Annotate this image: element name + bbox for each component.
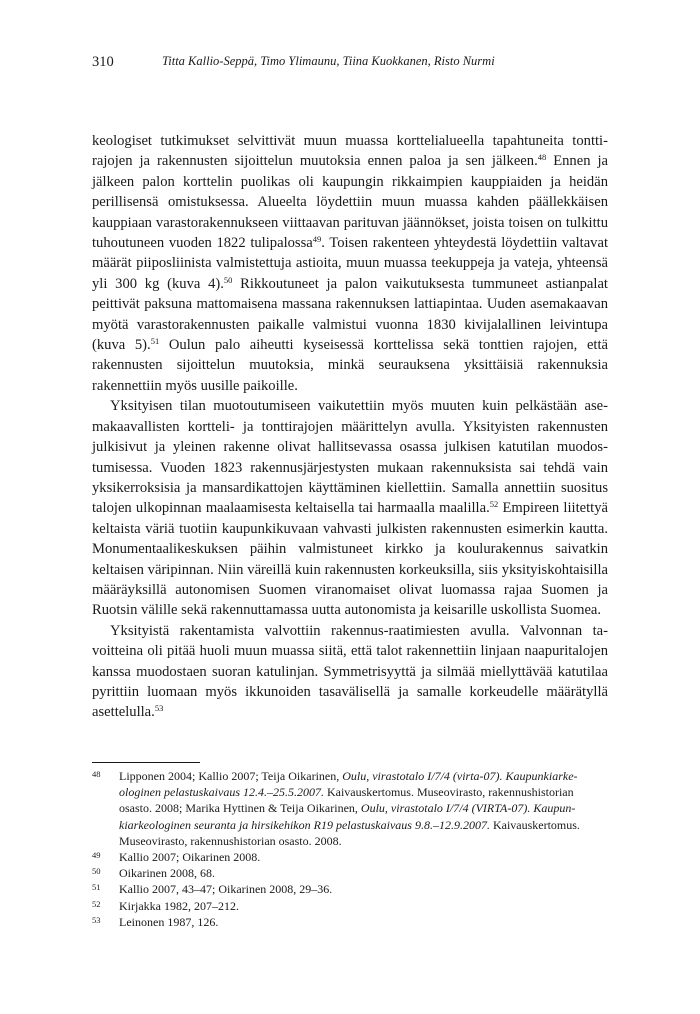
page-header <box>92 54 612 74</box>
footnote-number: 51 <box>92 882 101 893</box>
text-run: Kallio 2007, 43–47; Oikarinen 2008, 29–36. <box>119 882 333 897</box>
text-run: Oulun palo aiheutti kyseisessä korttelissa sekä tonttien rajojen, että rakennusten sijoittelun muutoksia, minkä seurauksena yksittäisiä rakennuksia rakennettiin myös uusille paikoille. <box>92 337 609 394</box>
footnote-text <box>119 898 608 914</box>
footnote <box>92 898 608 914</box>
text-run: Ennen ja jälkeen palon korttelin puolikas oli kaupungin rikkaimpien kauppiaiden ja heidän perillisensä omistuksessa. Alueelta löydettiin muun muassa kahden päällekkäisen kauppiaan varastorakennukseen viittaavan parituvan jäännökset, joista toisen on tulkittu tuhoutuneen vuoden 1822 tulipalossa <box>92 153 608 252</box>
footnote-separator <box>92 762 200 763</box>
footnote-text <box>119 914 608 930</box>
footnote-text <box>119 881 608 897</box>
footnote <box>92 768 608 849</box>
footnote-number: 49 <box>92 850 101 861</box>
footnote-number: 52 <box>92 898 101 909</box>
text-run: Leinonen 1987, 126. <box>119 914 219 929</box>
footnote <box>92 914 608 930</box>
text-run: Empireen liitettyä keltaista väriä tuotiin kaupunkikuvaan vahvasti julkisten rakennusten esimerkin kautta. Monumentaalikeskuksen päihin valmistuneet kirkko ja koulurakennus saivatkin keltaisen väripinnan. Niin väreillä kuin rakennusten korkeuksilla, siis yksityiskohtaisilla määräyksillä autonomisen Suomen viranomaiset olivat luomassa rajaa Suomen ja Ruotsin välille sekä rakennuttamassa uutta autonomista ja keisarille uskollista Suomea. <box>92 500 609 619</box>
paragraph <box>92 396 608 620</box>
text-run: Kirjakka 1982, 207–212. <box>119 898 239 913</box>
footnote-number: 48 <box>92 769 101 779</box>
footnote-reference: 48 <box>537 152 547 163</box>
footnote-reference: 49 <box>312 234 322 245</box>
text-run: Yksityisen tilan muotoutumiseen vaikutettiin myös muuten kuin pelkästään asemakaavallisten kortteli- ja tonttirajojen määrittelyn avulla. Yksityisten rakennusten julkisivut ja yleinen rakenne olivat hallitsevassa osassa julkisen katutilan muodostumisessa. Vuoden 1823 rakennusjärjestysten mukaan rakennuksista sai tehdä vain yksikerroksisia ja mansardikattojen käyttäminen kiellettiin. Samalla annettiin suositus talojen ulkopinnan maalaamisesta keltaisella tai harmaalla maalilla. <box>92 398 608 517</box>
footnotes <box>92 768 608 930</box>
text-run: Kaivauskertomus. Museovirasto, rakennushistorian osasto. 2008; Marika Hyttinen & Teija Oikarinen, <box>119 785 574 816</box>
footnote <box>92 865 608 881</box>
paragraph <box>92 131 608 396</box>
text-run: Rikkoutuneet ja palon vaikutuksesta tummuneet astianpalat peittivät paksuna mattomaisena massana rakennuksen lattiapintaa. Uuden asemakaavan myötä varastorakennusten paikalle valmistui vuonna 1830 kivijalallinen leivintupa (kuva 5). <box>92 275 608 354</box>
text-run: Oikarinen 2008, 68. <box>119 866 215 881</box>
italic-title: Oulu, virastotalo I/7/4 (VIRTA-07). Kaupunkiarkeologinen seuranta ja hirsikehikon R19 pelastuskaivaus 9.8.–12.9.2007. <box>119 801 576 832</box>
footnote-text <box>119 849 608 865</box>
footnote-text <box>119 865 608 881</box>
footnote-reference: 51 <box>150 336 160 347</box>
footnote-reference: 53 <box>154 703 164 714</box>
page-number: 310 <box>92 54 114 70</box>
text-run: . Toisen rakenteen yhteydestä löydettiin valtavat määrät piiposliinista valmistettuja astioita, muun muassa teekuppeja ja vateja, yhteensä yli 300 kg (kuva 4). <box>92 235 608 292</box>
footnote-reference: 50 <box>223 274 233 285</box>
footnote <box>92 849 608 865</box>
text-run: keologiset tutkimukset selvittivät muun muassa korttelialueella tapahtuneita tonttirajojen ja rakennusten sijoittelun muutoksia ennen paloa ja sen jälkeen. <box>92 133 608 170</box>
paragraph <box>92 621 608 723</box>
footnote-number: 50 <box>92 866 101 877</box>
footnote <box>92 881 608 897</box>
body-text <box>92 131 608 723</box>
text-run: Kaivauskertomus. Museovirasto, rakennushistorian osasto. 2008. <box>119 817 580 848</box>
running-head-authors: Titta Kallio-Seppä, Timo Ylimaunu, Tiina Kuokkanen, Risto Nurmi <box>162 54 495 68</box>
text-run: Kallio 2007; Oikarinen 2008. <box>119 850 261 865</box>
text-run: Lipponen 2004; Kallio 2007; Teija Oikarinen, <box>119 769 343 783</box>
footnote-number: 53 <box>92 914 101 925</box>
footnote-text <box>119 768 608 849</box>
text-run: Yksityistä rakentamista valvottiin rakennus-raatimiesten avulla. Valvonnan tavoitteina oli pitää huoli muun muassa siitä, että talot rakennettiin linjaan naapuritalojen kanssa muodostaen suoran katulinjan. Symmetrisyyttä ja silmää miellyttävää katutilaa pyrittiin luomaan myös ikkunoiden tasavälisellä ja samalle korkeudelle määrätyllä asettelulla. <box>92 622 608 721</box>
italic-title: Oulu, virastotalo I/7/4 (virta-07). Kaupunkiarkeologinen pelastuskaivaus 12.4.–25.5.2007. <box>119 769 578 800</box>
footnote-reference: 52 <box>489 499 499 510</box>
